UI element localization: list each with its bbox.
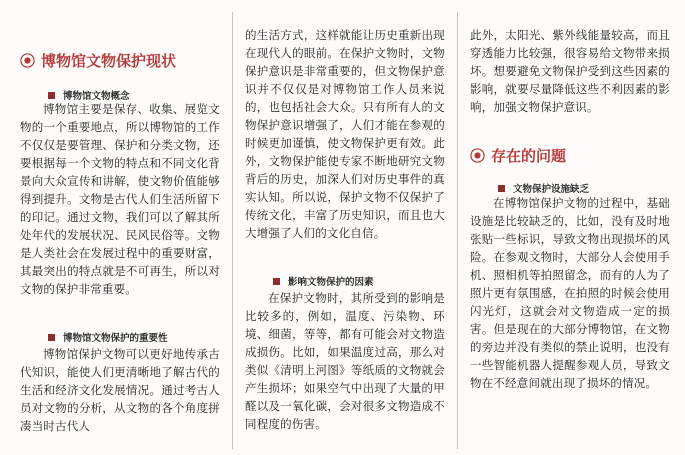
paragraph-facility: 在博物馆保护文物的过程中，基础设施是比较缺乏的，比如，没有及时地张贴一些标识，导致文物出现损坏的风险。在参观文物时，大部分人会使用手机、照相机等拍照留念，而有的人为了照片更有氛围感，在拍照的时候会使用闪光灯，这就会对文物造成一定的损害。但是现在的大部分博物馆，在文物的旁边并没有类似的禁止说明，也没有一些智能机器人提醒参观人员，导致文物在不经意间就出现了损坏的情况。	[470, 196, 670, 390]
subhead-importance	[20, 330, 220, 344]
column-divider	[232, 12, 233, 449]
paragraph-concept: 博物馆主要是保存、收集、展览文物的一个重要地点，所以博物馆的工作不仅仅是要管理、保护和分类文物，还要根据每一个文物的特点和不同文化背景向大众宣传和讲解，使文物价值能够得到提升。文物是古代人们生活所留下的印记。通过文物，我们可以了解其所处年代的发展状况、民风民俗等。文物是人类社会在发展过程中的重要财富，其最突出的特点就是不可再生，所以对文物的保护非常重要。	[20, 102, 220, 296]
square-bullet-icon	[48, 334, 55, 341]
subhead-label: 文物保护设施缺乏	[513, 184, 590, 195]
subhead-label: 博物馆文物概念	[63, 91, 130, 102]
paragraph-importance-continued: 的生活方式，这样就能让历史重新出现在现代人的眼前。在保护文物时，文物保护意识是非常重要的，但文物保护意识并不仅仅是对博物馆工作人员来说的，也包括社会大众。只有所有人的文物保护意识增强了，人们才能在参观的时候更加谨慎，使文物保护更有效。此外，文物保护能使专家不断地研究文物背后的历史，加深人们对历史事件的真实认知。所以说，保护文物不仅保护了传统文化，丰富了历史知识，而且也大大增强了人们的文化自信。	[245, 28, 445, 240]
column-divider	[457, 12, 458, 449]
square-bullet-icon	[273, 278, 280, 285]
square-bullet-icon	[48, 92, 55, 99]
concentric-circle-bullet-icon	[20, 53, 35, 68]
paragraph-factors-continued: 此外，太阳光、紫外线能量较高，而且穿透能力比较强，很容易给文物带来损坏。想要避免文物保护受到这些因素的影响，就要尽量降低这些不利因素的影响，加强文物保护意识。	[470, 28, 670, 114]
subhead-label: 影响文物保护的因素	[288, 277, 374, 288]
section-heading-problems	[470, 145, 670, 166]
paragraph-factors: 在保护文物时，其所受到的影响是比较多的，例如，温度、污染物、环境、细菌，等等，都有可能会对文物造成损伤。比如，如果温度过高，那么对类似《清明上河图》等纸质的文物就会产生损坏；如果空气中出现了大量的甲醛以及一氧化碳，会对很多文物造成不同程度的伤害。	[245, 291, 445, 431]
subhead-label: 博物馆文物保护的重要性	[63, 333, 168, 344]
paragraph-importance: 博物馆保护文物可以更好地传承古代知识，能使人们更清晰地了解古代的生活和经济文化发展情况。通过考古人员对文物的分析，从文物的各个角度拼凑当时古代人	[20, 347, 220, 433]
subhead-factors	[245, 274, 445, 288]
section-heading-status	[20, 50, 220, 71]
column-2	[245, 0, 445, 455]
concentric-circle-bullet-icon	[470, 148, 485, 163]
column-1	[20, 0, 220, 455]
section-title: 存在的问题	[491, 147, 567, 165]
section-title: 博物馆文物保护现状	[41, 52, 177, 70]
square-bullet-icon	[498, 185, 505, 192]
subhead-facility	[470, 181, 670, 195]
column-3	[470, 0, 670, 455]
